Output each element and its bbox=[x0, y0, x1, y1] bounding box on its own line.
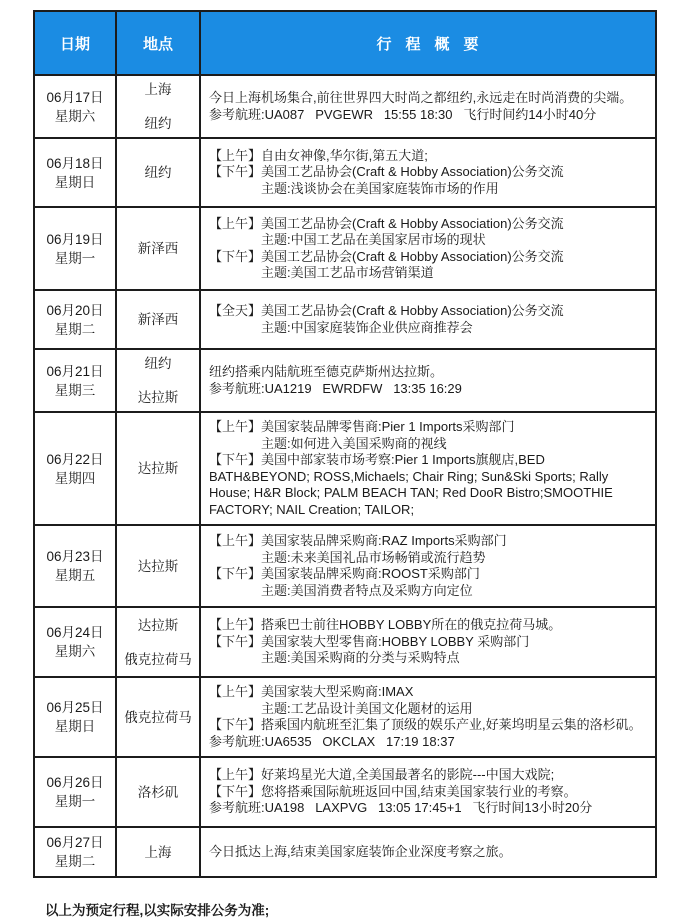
table-row bbox=[34, 757, 656, 827]
date-cell bbox=[34, 290, 116, 349]
date-line: 星期一 bbox=[54, 250, 96, 266]
table-row bbox=[34, 827, 656, 877]
summary-line: 【上午】美国工艺品协会(Craft & Hobby Association)公务交流 bbox=[209, 215, 564, 231]
location-line: 上海 bbox=[144, 844, 172, 860]
date-line: 06月22日 bbox=[46, 451, 104, 467]
summary-line: 【上午】美国家装品牌零售商:Pier 1 Imports采购部门 bbox=[209, 419, 515, 434]
location-cell bbox=[116, 607, 200, 677]
summary-line: 主题:工艺品设计美国文化题材的运用 bbox=[261, 700, 473, 716]
summary-line: 主题:中国工艺品在美国家居市场的现状 bbox=[261, 232, 486, 247]
location-line: 纽约 bbox=[144, 356, 172, 371]
summary-cell bbox=[200, 349, 656, 412]
date-line: 星期六 bbox=[54, 644, 96, 659]
table-row bbox=[34, 207, 656, 290]
table-body bbox=[34, 75, 656, 877]
summary-cell bbox=[200, 75, 656, 138]
summary-line: 【下午】美国工艺品协会(Craft & Hobby Association)公务交流 bbox=[209, 248, 564, 264]
location-cell bbox=[116, 525, 200, 607]
date-cell bbox=[34, 138, 116, 207]
header-row bbox=[34, 11, 656, 75]
location-line: 达拉斯 bbox=[137, 461, 179, 476]
table-row bbox=[34, 349, 656, 412]
location-cell bbox=[116, 757, 200, 827]
summary-cell bbox=[200, 607, 656, 677]
summary-line: 【下午】美国家装品牌采购商:ROOST采购部门 bbox=[209, 566, 480, 581]
date-line: 06月27日 bbox=[46, 835, 104, 850]
summary-line: 【上午】自由女神像,华尔街,第五大道; bbox=[209, 147, 428, 163]
summary-line: 【下午】美国工艺品协会(Craft & Hobby Association)公务交流 bbox=[209, 164, 564, 180]
date-line: 06月19日 bbox=[46, 231, 104, 247]
summary-line: 参考航班:UA6535 OKCLAX 17:19 18:37 bbox=[209, 733, 455, 749]
summary-line: 【上午】美国家装大型采购商:IMAX bbox=[209, 684, 414, 699]
date-line: 06月17日 bbox=[46, 89, 104, 105]
date-cell bbox=[34, 827, 116, 877]
summary-line: 【下午】您将搭乘国际航班返回中国,结束美国家装行业的考察。 bbox=[209, 783, 577, 799]
date-line: 06月20日 bbox=[46, 302, 104, 318]
header-date: 日期 bbox=[34, 11, 116, 75]
summary-cell bbox=[200, 827, 656, 877]
summary-cell bbox=[200, 677, 656, 757]
summary-line: 主题:美国采购商的分类与采购特点 bbox=[261, 650, 460, 666]
location-cell bbox=[116, 138, 200, 207]
date-line: 06月24日 bbox=[46, 625, 104, 640]
summary-line: 主题:浅谈协会在美国家庭装饰市场的作用 bbox=[261, 180, 499, 196]
date-line: 06月26日 bbox=[46, 775, 104, 790]
date-cell bbox=[34, 412, 116, 525]
date-line: 06月25日 bbox=[46, 700, 104, 715]
summary-line: 主题:未来美国礼品市场畅销或流行趋势 bbox=[261, 549, 486, 565]
location-cell bbox=[116, 290, 200, 349]
table-row bbox=[34, 138, 656, 207]
summary-line: 【下午】搭乘国内航班至汇集了顶级的娱乐产业,好莱坞明星云集的洛杉矶。 bbox=[209, 717, 642, 732]
summary-line: 今日抵达上海,结束美国家庭装饰企业深度考察之旅。 bbox=[209, 843, 512, 859]
summary-line: 【上午】搭乘巴士前往HOBBY LOBBY所在的俄克拉荷马城。 bbox=[209, 617, 562, 633]
location-cell bbox=[116, 349, 200, 412]
location-line: 俄克拉荷马 bbox=[124, 651, 192, 667]
location-cell bbox=[116, 827, 200, 877]
date-line: 星期二 bbox=[54, 854, 96, 869]
date-line: 06月21日 bbox=[46, 363, 104, 379]
footnote-text: 以上为预定行程,以实际安排公务为准; bbox=[45, 903, 270, 918]
summary-line: 【全天】美国工艺品协会(Craft & Hobby Association)公务交流 bbox=[209, 303, 564, 318]
location-line: 新泽西 bbox=[137, 241, 179, 256]
date-line: 星期三 bbox=[54, 382, 96, 398]
summary-cell bbox=[200, 757, 656, 827]
date-cell bbox=[34, 75, 116, 138]
summary-cell bbox=[200, 138, 656, 207]
summary-line: 主题:美国消费者特点及采购方向定位 bbox=[261, 582, 473, 598]
summary-cell bbox=[200, 290, 656, 349]
date-line: 星期日 bbox=[54, 719, 96, 734]
table-row bbox=[34, 75, 656, 138]
summary-cell bbox=[200, 412, 656, 525]
date-line: 星期四 bbox=[54, 470, 96, 486]
location-line: 达拉斯 bbox=[137, 558, 179, 574]
summary-line: 参考航班:UA087 PVGEWR 15:55 18:30 飞行时间约14小时40分 bbox=[209, 106, 597, 122]
summary-line: 【下午】美国中部家装市场考察:Pier 1 Imports旗舰店,BED BATH&BEYOND; ROSS,Michaels; Chair Ring; Sun&Ski Sports; Rally House; H&R Block; PALM BEACH TAN; Red DooR Bistro;SMOOTHIE FACTORY; NAIL Creation; TAILOR; bbox=[209, 452, 617, 517]
itinerary-table bbox=[33, 10, 657, 878]
location-line: 达拉斯 bbox=[137, 390, 179, 405]
summary-line: 【上午】美国家装品牌采购商:RAZ Imports采购部门 bbox=[209, 533, 507, 548]
date-cell bbox=[34, 525, 116, 607]
summary-cell bbox=[200, 525, 656, 607]
location-cell bbox=[116, 75, 200, 138]
summary-line: 参考航班:UA198 LAXPVG 13:05 17:45+1 飞行时间13小时20分 bbox=[209, 800, 593, 816]
header-location: 地点 bbox=[116, 11, 200, 75]
summary-line: 今日上海机场集合,前往世界四大时尚之都纽约,永远走在时尚消费的尖端。 bbox=[209, 90, 633, 105]
location-cell bbox=[116, 412, 200, 525]
summary-line: 主题:美国工艺品市场营销渠道 bbox=[261, 265, 434, 280]
date-line: 星期二 bbox=[54, 321, 96, 337]
summary-line: 纽约搭乘内陆航班至德克萨斯州达拉斯。 bbox=[209, 364, 444, 379]
date-cell bbox=[34, 207, 116, 290]
location-line: 纽约 bbox=[144, 116, 172, 131]
date-line: 06月23日 bbox=[46, 549, 104, 564]
location-line: 新泽西 bbox=[137, 312, 179, 327]
date-line: 星期一 bbox=[54, 794, 96, 809]
date-line: 星期日 bbox=[54, 174, 96, 190]
location-line: 纽约 bbox=[144, 165, 172, 180]
table-row bbox=[34, 412, 656, 525]
date-cell bbox=[34, 757, 116, 827]
location-line: 达拉斯 bbox=[137, 617, 179, 633]
date-cell bbox=[34, 349, 116, 412]
date-line: 星期六 bbox=[54, 108, 96, 124]
summary-line: 主题:中国家庭装饰企业供应商推荐会 bbox=[261, 319, 473, 335]
table-row bbox=[34, 525, 656, 607]
date-line: 星期五 bbox=[54, 568, 96, 583]
summary-line: 【下午】美国家装大型零售商:HOBBY LOBBY 采购部门 bbox=[209, 633, 530, 649]
location-line: 洛杉矶 bbox=[137, 784, 179, 800]
date-cell bbox=[34, 607, 116, 677]
summary-line: 【上午】好莱坞星光大道,全美国最著名的影院---中国大戏院; bbox=[209, 767, 555, 783]
location-line: 上海 bbox=[144, 82, 172, 97]
table-row bbox=[34, 607, 656, 677]
table-row bbox=[34, 677, 656, 757]
summary-line: 参考航班:UA1219 EWRDFW 13:35 16:29 bbox=[209, 380, 462, 396]
location-cell bbox=[116, 207, 200, 290]
date-cell bbox=[34, 677, 116, 757]
location-line: 俄克拉荷马 bbox=[124, 709, 192, 725]
location-cell bbox=[116, 677, 200, 757]
summary-line: 主题:如何进入美国采购商的视线 bbox=[261, 435, 447, 451]
header-summary: 行程概要 bbox=[200, 11, 656, 75]
table-row bbox=[34, 290, 656, 349]
date-line: 06月18日 bbox=[46, 155, 104, 171]
summary-cell bbox=[200, 207, 656, 290]
